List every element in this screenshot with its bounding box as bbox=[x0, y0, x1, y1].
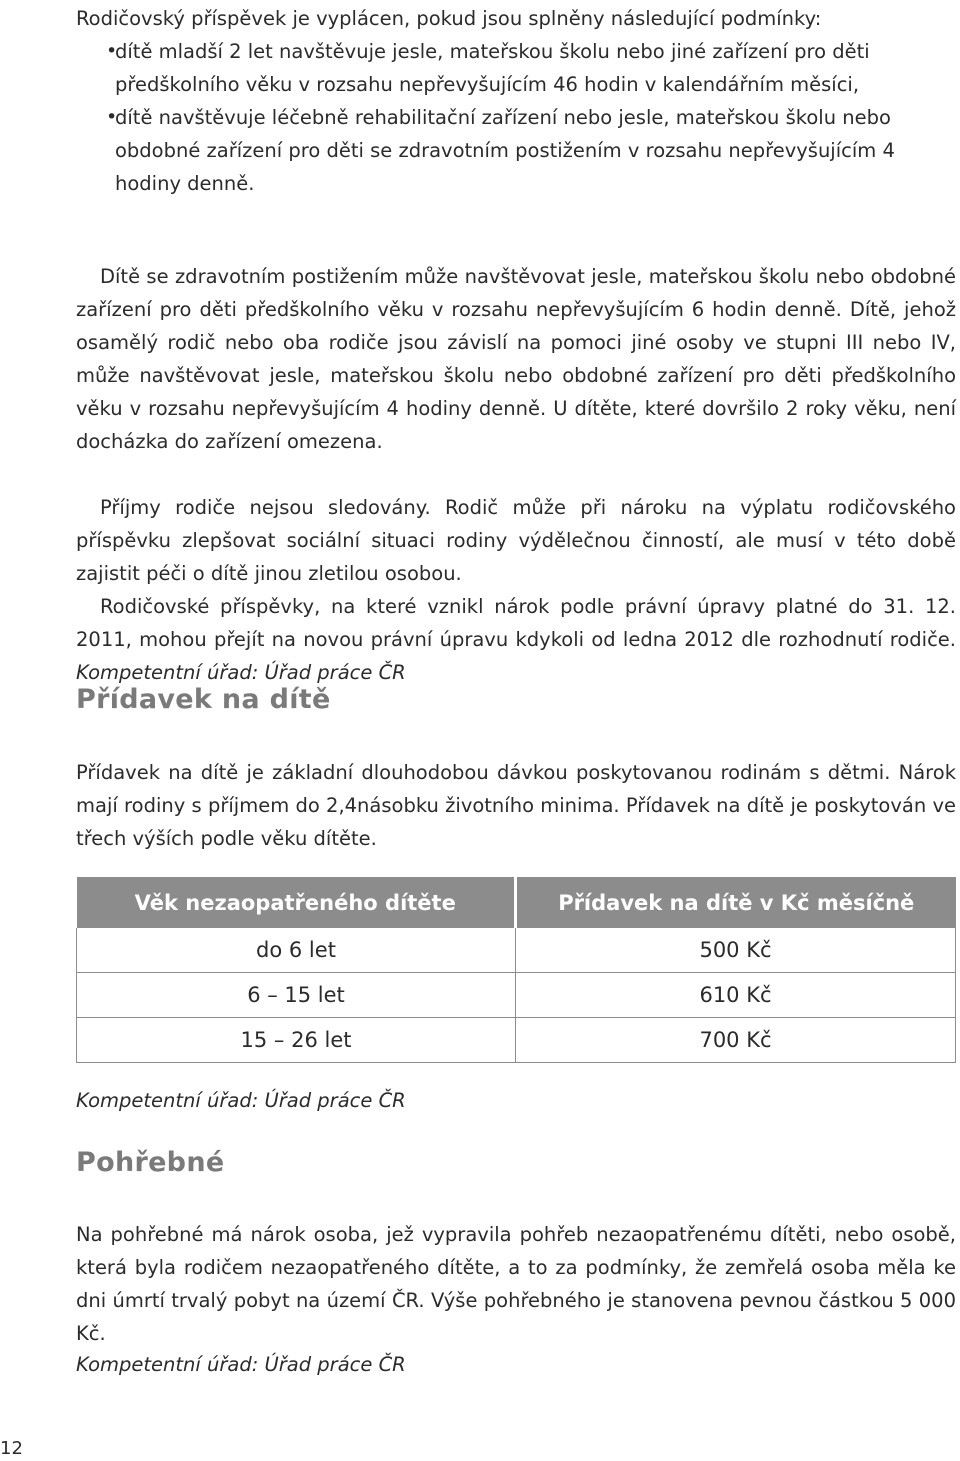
list-item: • dítě navštěvuje léčebně rehabilitační zařízení nebo jesle, mateřskou školu nebo obdobné zařízení pro děti se zdravotním postižením v rozsahu nepřevyšujícím 4 hodiny denně. bbox=[76, 101, 956, 200]
parental-paragraph-2: Příjmy rodiče nejsou sledovány. Rodič může při nároku na výplatu rodičovského příspěvku zlepšovat sociální situaci rodiny výdělečnou činností, ale musí v této době zajistit péči o dítě jinou zletilou osobou. bbox=[76, 496, 956, 585]
parental-paragraph-3-text: Rodičovské příspěvky, na které vznikl nárok podle právní úpravy platné do 31. 12. 2011, mohou přejít na novou právní úpravu kdykoli od ledna 2012 dle rozhodnutí rodiče. bbox=[76, 595, 956, 651]
funeral-text: Na pohřebné má nárok osoba, jež vypravila pohřeb nezaopatřenému dítěti, nebo osobě, která byla rodičem nezaopatřeného dítěte, a to za podmínky, že zemřelá osoba měla ke dni úmrtí trvalý pobyt na území ČR. Výše pohřebného je stanovena pevnou částkou 5 000 Kč. bbox=[76, 1223, 956, 1345]
table-cell-age: 15 – 26 let bbox=[77, 1018, 516, 1063]
table-cell-amount: 610 Kč bbox=[516, 973, 956, 1018]
table-row bbox=[77, 973, 956, 1018]
page-number: 12 bbox=[0, 1438, 23, 1459]
conditions-list bbox=[76, 35, 956, 200]
allowance-table bbox=[76, 877, 956, 1063]
section-heading-funeral: Pohřebné bbox=[76, 1147, 225, 1178]
authority-note: Kompetentní úřad: Úřad práce ČR bbox=[76, 661, 406, 684]
authority-note: Kompetentní úřad: Úřad práce ČR bbox=[76, 1089, 406, 1112]
child-allowance-text: Přídavek na dítě je základní dlouhodobou dávkou poskytovanou rodinám s dětmi. Nárok mají rodiny s příjmem do 2,4násobku životního minima. Přídavek na dítě je poskytován ve třech výších podle věku dítěte. bbox=[76, 761, 956, 850]
table-cell-amount: 700 Kč bbox=[516, 1018, 956, 1063]
authority-note: Kompetentní úřad: Úřad práce ČR bbox=[76, 1353, 406, 1376]
parental-paragraph-1: Dítě se zdravotním postižením může navštěvovat jesle, mateřskou školu nebo obdobné zařízení pro děti předškolního věku v rozsahu nepřevyšujícím 6 hodin denně. Dítě, jehož osamělý rodič nebo oba rodiče jsou závislí na pomoci jiné osoby ve stupni III nebo IV, může navštěvovat jesle, mateřskou školu nebo obdobné zařízení pro děti předškolního věku v rozsahu nepřevyšujícím 4 hodiny denně. U dítěte, které dovršilo 2 roky věku, není docházka do zařízení omezena. bbox=[76, 265, 956, 453]
table-header-amount: Přídavek na dítě v Kč měsíčně bbox=[516, 877, 956, 928]
list-item: • dítě mladší 2 let navštěvuje jesle, mateřskou školu nebo jiné zařízení pro děti předškolního věku v rozsahu nepřevyšujícím 46 hodin v kalendářním měsíci, bbox=[76, 35, 956, 101]
section-heading-child-allowance: Přídavek na dítě bbox=[76, 684, 331, 715]
intro-lead: Rodičovský příspěvek je vyplácen, pokud jsou splněny následující podmínky: bbox=[76, 7, 822, 30]
table-cell-age: do 6 let bbox=[77, 928, 516, 973]
table-row bbox=[77, 928, 956, 973]
table-cell-age: 6 – 15 let bbox=[77, 973, 516, 1018]
table-row bbox=[77, 1018, 956, 1063]
table-header-age: Věk nezaopatřeného dítěte bbox=[77, 877, 516, 928]
table-cell-amount: 500 Kč bbox=[516, 928, 956, 973]
parental-paragraph-3 bbox=[76, 590, 956, 689]
